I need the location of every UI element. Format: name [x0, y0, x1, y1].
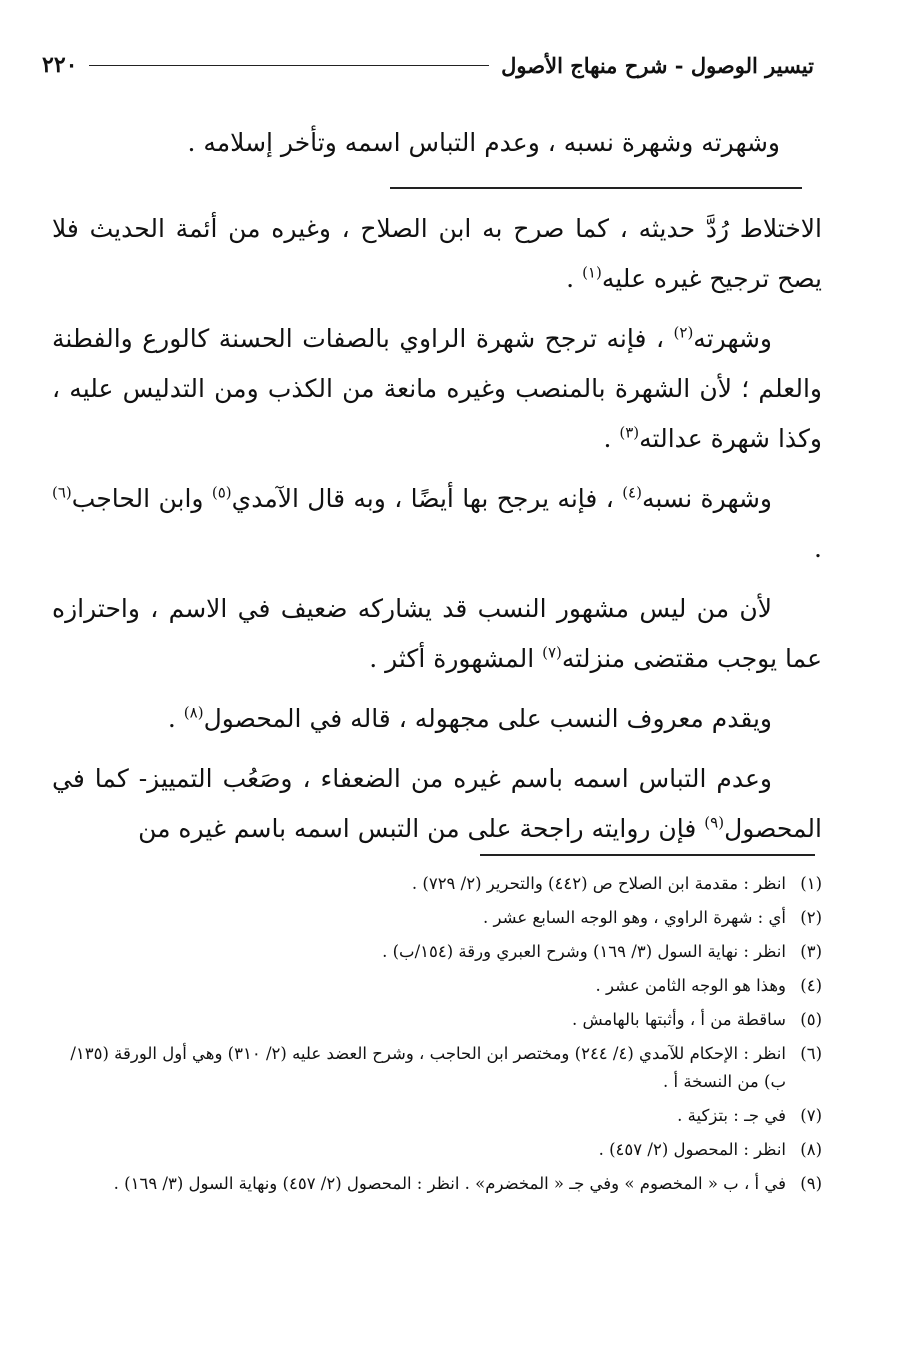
page-header	[28, 40, 828, 90]
paragraph-text: وشهرته	[693, 324, 772, 353]
footnote-ref: (٩)	[704, 813, 725, 832]
footnote-number: (٤)	[800, 976, 822, 995]
paragraph-text: ، فإنه ترجح شهرة الراوي بالصفات الحسنة كالورع والفطنة والعلم ؛ لأن الشهرة بالمنصب وغيره مانعة من الكذب ومن التدليس عليه ، وكذا شهرة عدالته	[52, 324, 822, 453]
running-title: تيسير الوصول - شرح منهاج الأصول	[501, 52, 814, 78]
footnote	[52, 1136, 822, 1164]
footnote-ref: (٧)	[542, 643, 562, 662]
footnote-ref: (٤)	[622, 483, 642, 502]
paragraph-text: فإن روايته راجحة على من التبس اسمه باسم غيره من	[138, 814, 705, 843]
footnote-text: وهذا هو الوجه الثامن عشر .	[595, 976, 786, 995]
paragraph-text: لأن من ليس مشهور النسب قد يشاركه ضعيف في الاسم ، واحترازه عما يوجب مقتضى منزلته	[52, 594, 822, 673]
footnote-number: (٧)	[800, 1106, 822, 1125]
footnote-ref: (٨)	[183, 703, 204, 722]
body-paragraph	[52, 694, 822, 744]
body-paragraph	[52, 204, 822, 304]
footnote	[52, 1170, 822, 1198]
paragraph-text: الاختلاط رُدَّ حديثه ، كما صرح به ابن الصلاح ، وغيره من أئمة الحديث فلا يصح ترجيح غيره عليه	[52, 214, 822, 293]
footnote-text: انظر : نهاية السول (٣/ ١٦٩) وشرح العبري ورقة (١٥٤/ب) .	[382, 942, 786, 961]
paragraph-text: .	[167, 704, 184, 733]
paragraph-text: .	[814, 534, 822, 563]
footnote-text: انظر : المحصول (٢/ ٤٥٧) .	[598, 1140, 786, 1159]
footnote-text: انظر : مقدمة ابن الصلاح ص (٤٤٢) والتحرير (٢/ ٧٢٩) .	[411, 874, 786, 893]
footnote	[52, 938, 822, 966]
footnote-ref: (١)	[582, 263, 602, 282]
paragraph-text: ، فإنه يرجح بها أيضًا ، وبه قال الآمدي	[231, 484, 623, 513]
footnote-text: أي : شهرة الراوي ، وهو الوجه السابع عشر .	[483, 908, 786, 927]
footnote	[52, 1040, 822, 1096]
footnote-text: ساقطة من أ ، وأثبتها بالهامش .	[571, 1010, 786, 1029]
footnote-ref: (٢)	[673, 323, 694, 342]
footnote-ref: (٣)	[619, 423, 640, 442]
footnote	[52, 904, 822, 932]
footnote-text: في أ ، ب « المخصوم » وفي جـ « المخضرم» . انظر : المحصول (٢/ ٤٥٧) ونهاية السول (٣/ ١٦٩) .	[113, 1174, 786, 1193]
paragraph-text: .	[603, 424, 620, 453]
footnote	[52, 1102, 822, 1130]
body-paragraph	[52, 584, 822, 684]
footnotes	[52, 870, 822, 1204]
paragraph-text: وعدم التباس اسمه باسم غيره من الضعفاء ، وصَعُب التمييز- كما في المحصول	[52, 764, 822, 843]
footnote-number: (٦)	[800, 1044, 822, 1063]
body-paragraph	[52, 474, 822, 574]
footnote-text: انظر : الإحكام للآمدي (٤/ ٢٤٤) ومختصر ابن الحاجب ، وشرح العضد عليه (٢/ ٣١٠) وهي أول الورقة (١٣٥/ب) من النسخة أ .	[70, 1044, 786, 1091]
footnote-number: (١)	[800, 874, 822, 893]
footnote	[52, 972, 822, 1000]
paragraph-text: وشهرة نسبه	[641, 484, 772, 513]
footnote-text: في جـ : بتزكية .	[677, 1106, 786, 1125]
paragraph-text: ويقدم معروف النسب على مجهوله ، قاله في المحصول	[203, 704, 772, 733]
footnote-number: (٩)	[800, 1174, 822, 1193]
body-text	[52, 204, 822, 864]
carryover-line: وشهرته وشهرة نسبه ، وعدم التباس اسمه وتأخر إسلامه .	[187, 128, 780, 157]
header-rule	[89, 65, 489, 66]
footnote	[52, 870, 822, 898]
paragraph-text: المشهورة أكثر .	[369, 644, 543, 673]
paragraph-text: وابن الحاجب	[71, 484, 212, 513]
body-paragraph	[52, 754, 822, 854]
footnotes-rule	[480, 854, 815, 856]
footnote-number: (٥)	[800, 1010, 822, 1029]
page-number: ٢٢٠	[42, 52, 78, 78]
footnote-number: (٨)	[800, 1140, 822, 1159]
footnote-ref: (٦)	[52, 483, 72, 502]
footnote-number: (٢)	[800, 908, 822, 927]
footnote	[52, 1006, 822, 1034]
footnote-number: (٣)	[800, 942, 822, 961]
carryover-rule	[390, 187, 802, 189]
footnote-ref: (٥)	[211, 483, 232, 502]
paragraph-text: .	[566, 264, 583, 293]
body-paragraph	[52, 314, 822, 464]
